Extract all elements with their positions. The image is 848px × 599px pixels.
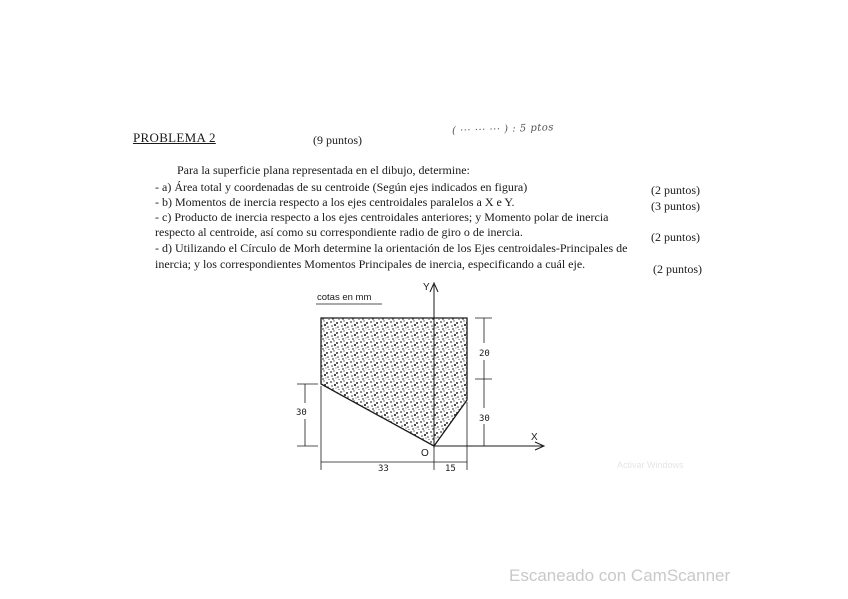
x-axis-label: X	[531, 432, 538, 443]
windows-activation-watermark: Activar Windows	[617, 460, 684, 470]
camscanner-watermark: Escaneado con CamScanner	[509, 566, 731, 585]
item-c-text: - c) Producto de inercia respecto a los ejes centroidales anteriores; y Momento polar de inercia	[155, 210, 609, 224]
plane-surface	[321, 318, 467, 446]
problem-title: PROBLEMA 2	[133, 130, 216, 145]
item-b-text: - b) Momentos de inercia respecto a los ejes centroidales paralelos a X e Y.	[155, 195, 515, 209]
intro-text: Para la superficie plana representada en el dibujo, determine:	[177, 163, 470, 177]
origin-label: O	[421, 448, 429, 459]
dim-bottom-right-width: 15	[445, 464, 456, 474]
item-a-text: - a) Área total y coordenadas de su centroide (Según ejes indicados en figura)	[155, 180, 528, 194]
item-a-points: (2 puntos)	[651, 183, 700, 197]
dim-left: 30	[296, 408, 307, 418]
dim-bottom-left: 33	[378, 464, 389, 474]
item-c-points: (2 puntos)	[651, 230, 700, 244]
y-axis-label: Y	[423, 282, 430, 293]
units-label: cotas en mm	[317, 292, 372, 303]
handwritten-note: ( ··· ··· ··· ) : 5 ptos	[451, 122, 555, 137]
dim-bottom-right: 30	[479, 414, 490, 424]
item-b-points: (3 puntos)	[651, 199, 700, 213]
item-d-text-cont: inercia; y los correspondientes Momentos Principales de inercia, especificando a cuál eje.	[155, 257, 586, 271]
dim-top-right: 20	[479, 349, 490, 359]
item-d-text: - d) Utilizando el Círculo de Morh determine la orientación de los Ejes centroidales-Principales de	[155, 241, 628, 255]
problem-points: (9 puntos)	[313, 133, 362, 147]
item-c-text-cont: respecto al centroide, así como su correspondiente radio de giro o de inercia.	[155, 225, 523, 239]
item-d-points: (2 puntos)	[653, 262, 702, 276]
